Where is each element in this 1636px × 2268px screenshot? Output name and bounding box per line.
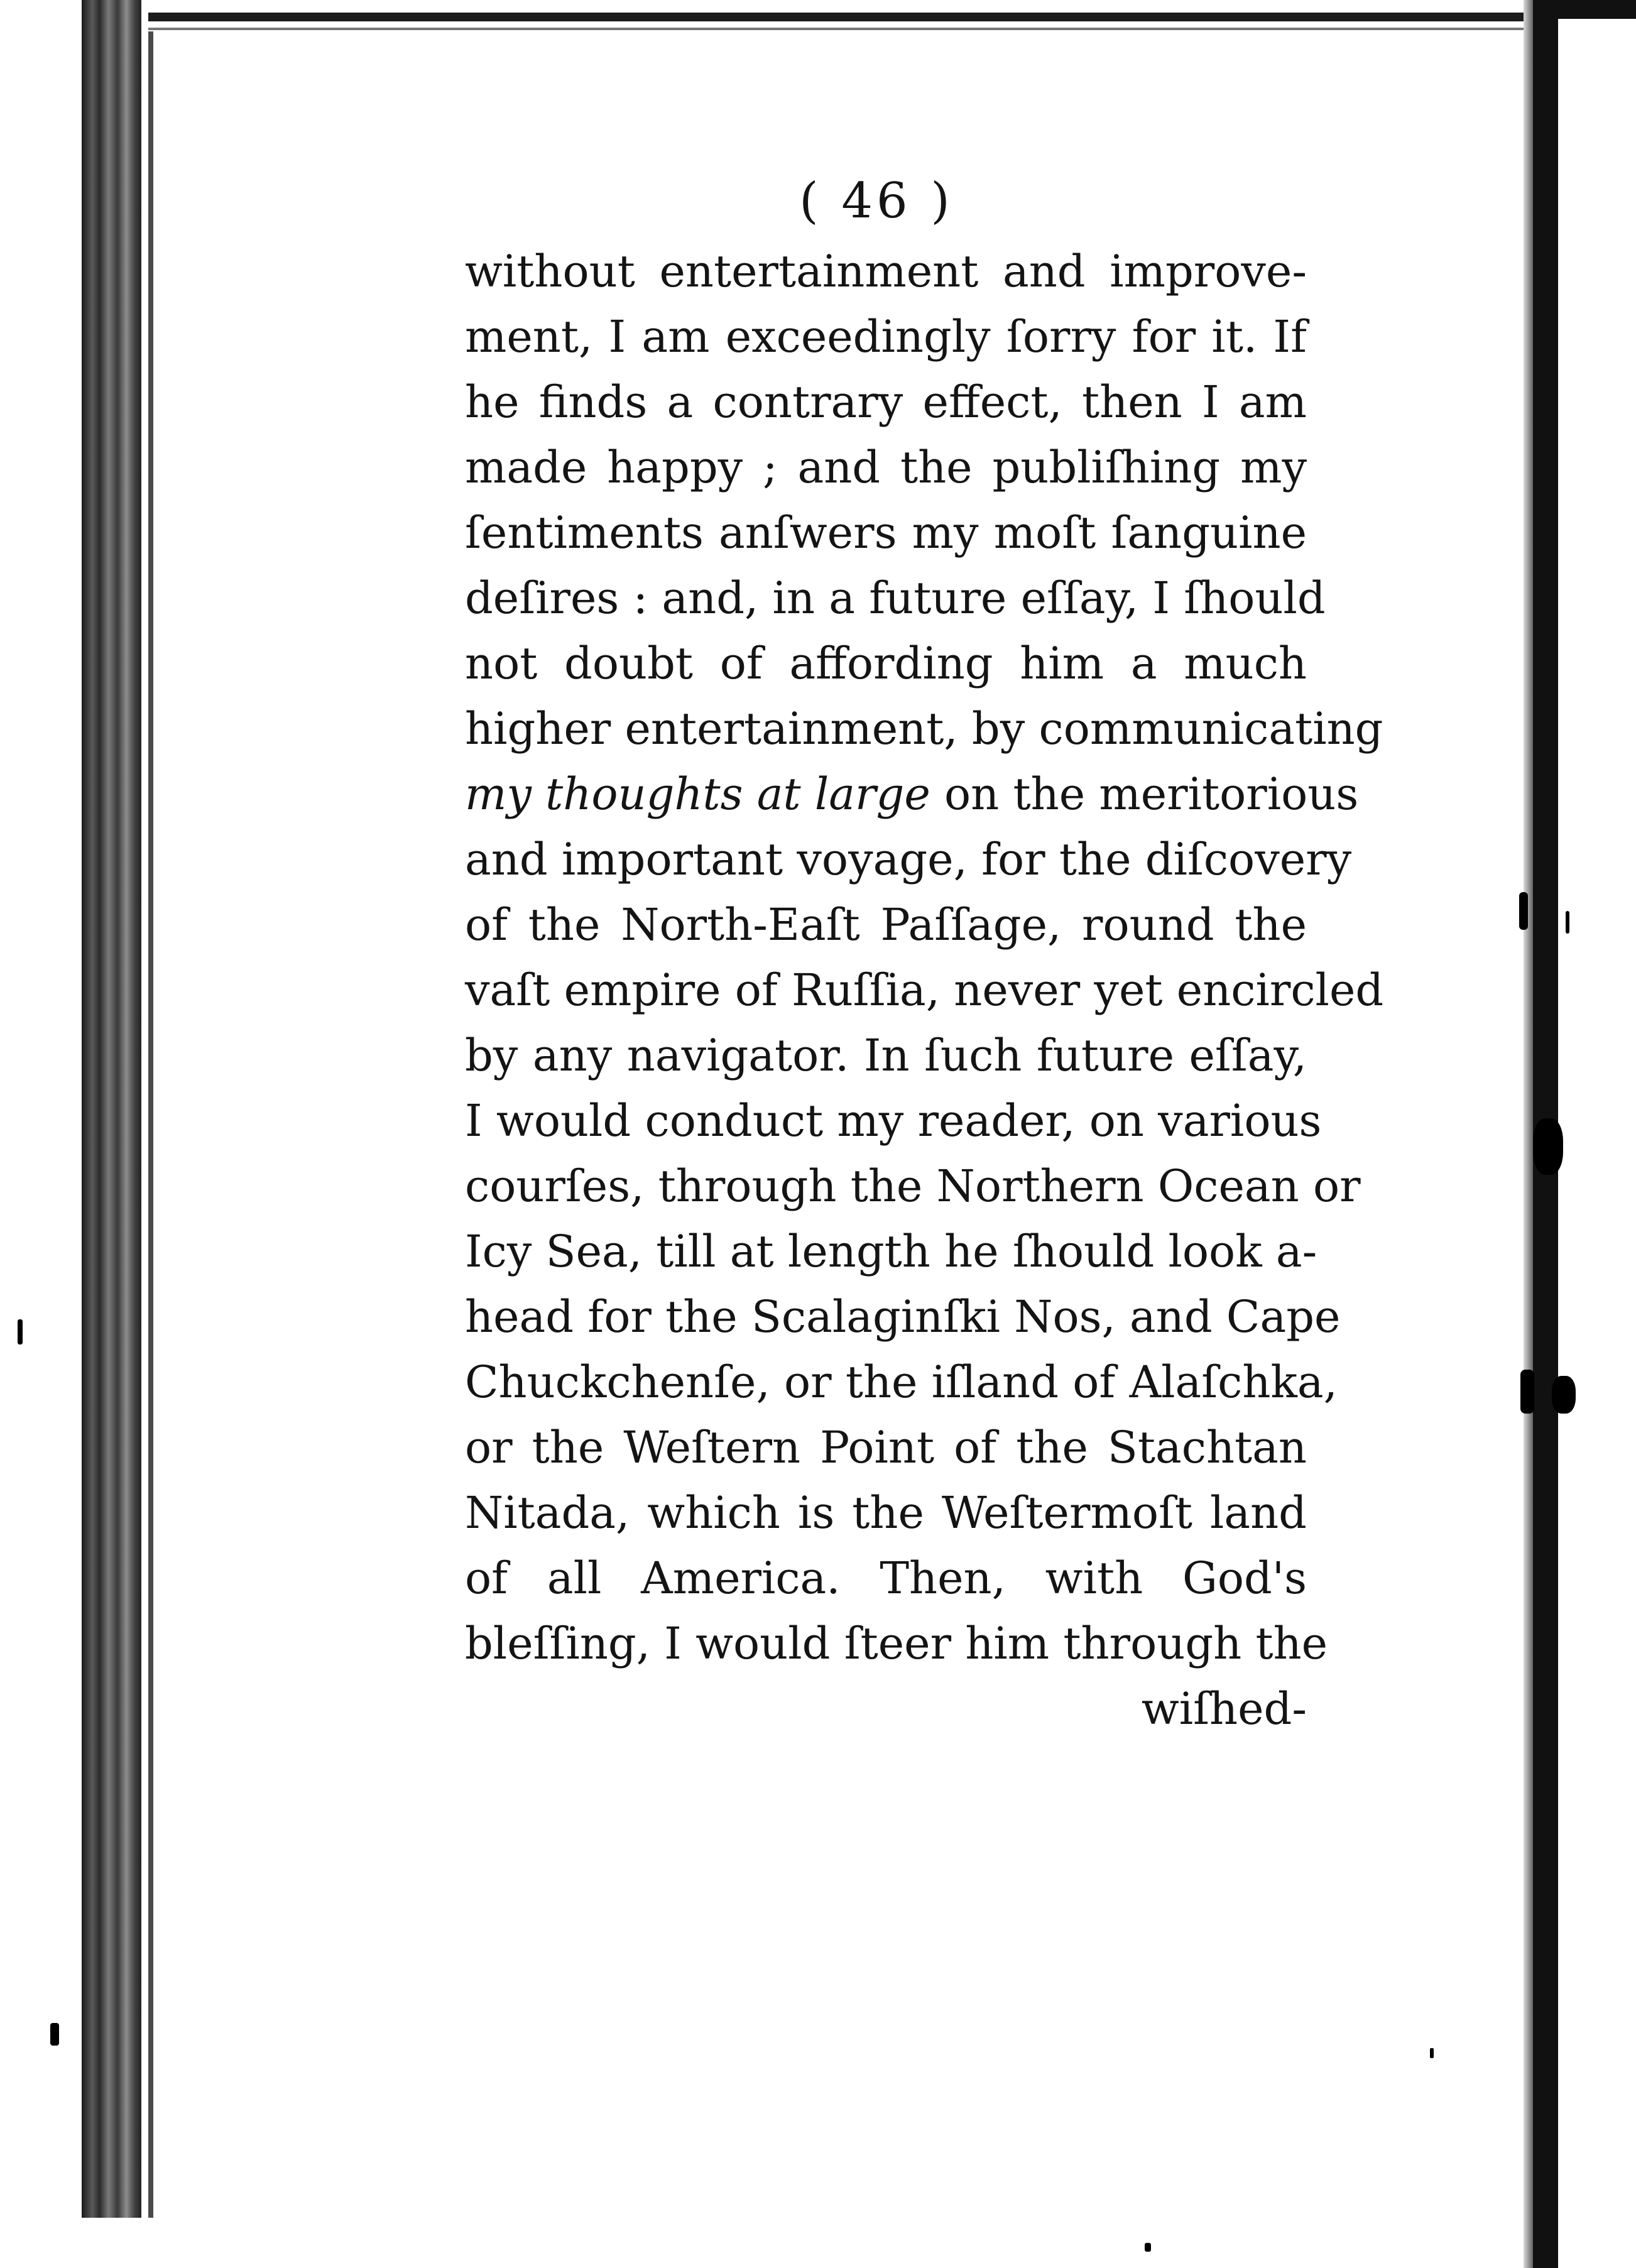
text-line: [465, 1023, 1307, 1088]
line-text: head for the Scalaginſki Nos, and Cape: [465, 1291, 1341, 1343]
text-line: [465, 304, 1307, 369]
page-stack-shadow: [82, 0, 141, 2218]
text-line: [465, 500, 1307, 565]
ink-mark: [50, 2023, 59, 2046]
ink-mark: [1145, 2243, 1151, 2252]
next-page-top-border: [1558, 0, 1636, 19]
ink-mark: [1533, 1118, 1563, 1175]
ink-mark: [1430, 2048, 1434, 2058]
text-line: [465, 1219, 1317, 1284]
line-text: or the Weſtern Point of the Stachtan: [465, 1422, 1307, 1473]
line-text: of all America. Then, with God's: [465, 1552, 1307, 1604]
ink-mark: [1566, 911, 1569, 934]
text-line: [465, 1349, 1338, 1415]
next-page-sliver: [1558, 19, 1636, 2255]
top-scan-border-thin: [148, 28, 1524, 30]
ink-mark: [1552, 1376, 1576, 1414]
line-text: Nitada, which is the Weſtermoſt land: [465, 1487, 1307, 1539]
ink-mark: [18, 1319, 23, 1344]
line-text: without entertainment and improve-: [465, 246, 1307, 297]
line-text: ſentiments anſwers my moſt ſanguine: [465, 507, 1307, 559]
page-number: ( 46 ): [799, 173, 954, 229]
line-text: Icy Sea, till at length he ſhould look a-: [465, 1226, 1317, 1277]
line-text: I would conduct my reader, on various: [465, 1095, 1322, 1147]
book-page: [465, 170, 1384, 1742]
italic-phrase: my thoughts at large: [465, 768, 930, 820]
text-line: [465, 1284, 1341, 1349]
page-edge: [148, 31, 153, 2218]
text-line: [465, 1676, 1307, 1742]
line-text: higher entertainment, by communicating: [465, 703, 1383, 755]
text-block: [465, 239, 1384, 1742]
text-line: [465, 435, 1307, 500]
ink-mark: [1519, 892, 1528, 930]
text-line: [465, 239, 1307, 304]
line-text: made happy ; and the publiſhing my: [465, 442, 1307, 493]
text-line: [465, 1415, 1307, 1480]
line-text: by any navigator. In ſuch future eſſay,: [465, 1030, 1307, 1081]
line-text: and important voyage, for the diſcovery: [465, 834, 1352, 885]
text-line: [465, 957, 1384, 1023]
text-line: [465, 827, 1352, 892]
text-line: [465, 761, 1359, 827]
text-line: [465, 631, 1307, 696]
text-line: [465, 1153, 1361, 1219]
line-text: bleſſing, I would ſteer him through the: [465, 1618, 1328, 1669]
line-text: wiſhed-: [1141, 1683, 1307, 1735]
line-text: courſes, through the Northern Ocean or: [465, 1160, 1361, 1212]
ink-mark: [1520, 1370, 1534, 1414]
line-text: vaſt empire of Ruſſia, never yet encircled: [465, 964, 1384, 1016]
line-text: not doubt of affording him a much: [465, 638, 1307, 689]
line-text: on the meritorious: [930, 768, 1359, 820]
text-line: [465, 1546, 1307, 1611]
text-line: [465, 696, 1383, 761]
line-text: of the North-Eaſt Paſſage, round the: [465, 899, 1307, 951]
text-line: [465, 892, 1307, 957]
line-text: deſires : and, in a future eſſay, I ſhould: [465, 572, 1326, 624]
text-line: [465, 1088, 1322, 1153]
text-line: [465, 1480, 1307, 1546]
top-scan-border: [148, 13, 1524, 21]
line-text: ment, I am exceedingly ſorry for it. If: [465, 311, 1307, 363]
text-line: [465, 1611, 1328, 1676]
line-text: he finds a contrary effect, then I am: [465, 376, 1307, 428]
text-line: [465, 369, 1307, 435]
line-text: Chuckchenſe, or the iſland of Alaſchka,: [465, 1356, 1338, 1408]
text-line: [465, 565, 1326, 631]
